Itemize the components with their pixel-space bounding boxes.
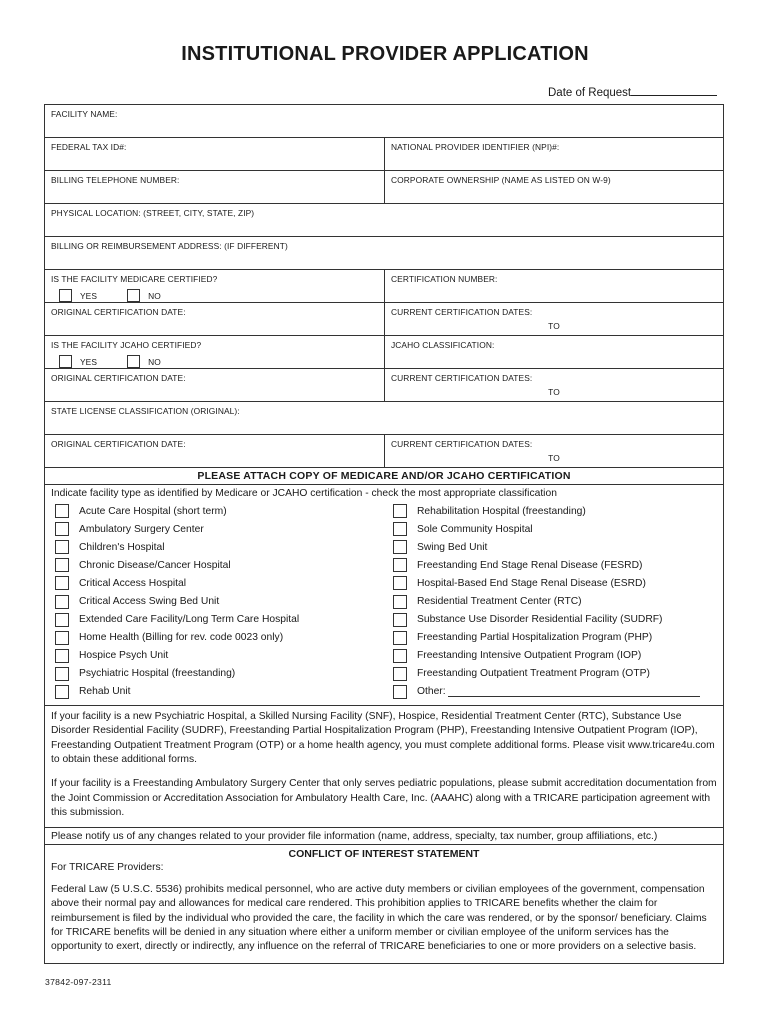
state-current-cert-dates-field[interactable] bbox=[385, 435, 723, 467]
facility-type-option bbox=[51, 611, 384, 629]
tricare-providers-label: For TRICARE Providers: bbox=[51, 862, 164, 874]
row-state-license bbox=[45, 402, 723, 435]
corporate-ownership-field[interactable] bbox=[385, 171, 723, 203]
facility-type-checkbox[interactable] bbox=[393, 558, 407, 572]
billing-phone-label: BILLING TELEPHONE NUMBER: bbox=[51, 175, 180, 185]
facility-type-checkbox[interactable] bbox=[55, 667, 69, 681]
asc-pediatric-paragraph: If your facility is a Freestanding Ambulatory Surgery Center that only serves pediatric populations, please submit accreditation documentation from the Joint Commission or Accreditation Association for Ambulatory Health Care, Inc. (AAAHC) along with a TRICARE participation agreement with this submission. bbox=[51, 778, 717, 818]
npi-label: NATIONAL PROVIDER IDENTIFIER (NPI)#: bbox=[391, 142, 560, 152]
certification-number-field[interactable] bbox=[385, 270, 723, 302]
facility-type-checkbox[interactable] bbox=[55, 504, 69, 518]
facility-type-option-other bbox=[389, 683, 717, 701]
facility-type-section bbox=[45, 485, 723, 706]
row-medicare-dates bbox=[45, 303, 723, 336]
row-physical-location bbox=[45, 204, 723, 237]
date-of-request-label: Date of Request bbox=[548, 87, 632, 99]
medicare-original-cert-date-field[interactable] bbox=[45, 303, 385, 335]
facility-type-label: Freestanding End Stage Renal Disease (FESRD) bbox=[416, 559, 643, 571]
attach-certification-banner: PLEASE ATTACH COPY OF MEDICARE AND/OR JCAHO CERTIFICATION bbox=[45, 468, 723, 485]
row-phone-ownership bbox=[45, 171, 723, 204]
facility-type-checkbox[interactable] bbox=[393, 522, 407, 536]
row-medicare bbox=[45, 270, 723, 303]
billing-address-label: BILLING OR REIMBURSEMENT ADDRESS: (IF DIFFERENT) bbox=[51, 241, 288, 251]
facility-type-label: Hospital-Based End Stage Renal Disease (ESRD) bbox=[416, 577, 646, 589]
row-state-dates bbox=[45, 435, 723, 468]
to-label: TO bbox=[548, 321, 560, 331]
facility-type-checkbox[interactable] bbox=[55, 649, 69, 663]
corporate-ownership-label: CORPORATE OWNERSHIP (NAME AS LISTED ON W-9) bbox=[391, 175, 611, 185]
facility-type-checkbox[interactable] bbox=[55, 522, 69, 536]
federal-tax-id-label: FEDERAL TAX ID#: bbox=[51, 142, 127, 152]
conflict-of-interest-section bbox=[45, 845, 723, 962]
to-label: TO bbox=[548, 453, 560, 463]
medicare-yes-no bbox=[51, 289, 378, 302]
facility-name-label: FACILITY NAME: bbox=[51, 109, 118, 119]
row-tax-npi bbox=[45, 138, 723, 171]
facility-type-label: Sole Community Hospital bbox=[416, 523, 533, 535]
facility-type-option bbox=[389, 665, 717, 683]
other-text-field[interactable] bbox=[448, 687, 700, 697]
facility-type-label: Home Health (Billing for rev. code 0023 only) bbox=[79, 632, 284, 644]
medicare-current-cert-dates-field[interactable] bbox=[385, 303, 723, 335]
notify-changes-text: Please notify us of any changes related to your provider file information (name, address, specialty, tax number, group affiliations, etc.) bbox=[45, 828, 723, 845]
facility-type-left-column bbox=[51, 502, 384, 701]
original-cert-date-label: ORIGINAL CERTIFICATION DATE: bbox=[51, 307, 186, 317]
facility-type-label: Ambulatory Surgery Center bbox=[79, 523, 204, 535]
facility-type-option bbox=[389, 647, 717, 665]
medicare-certified-label: IS THE FACILITY MEDICARE CERTIFIED? bbox=[51, 274, 218, 284]
page-title: INSTITUTIONAL PROVIDER APPLICATION bbox=[181, 43, 589, 65]
application-form bbox=[44, 104, 724, 964]
state-license-label: STATE LICENSE CLASSIFICATION (ORIGINAL): bbox=[51, 406, 240, 416]
facility-type-option bbox=[51, 502, 384, 520]
conflict-of-interest-text: Federal Law (5 U.S.C. 5536) prohibits medical personnel, who are active duty members or civilian employees of the government, compensation above their normal pay and allowances for medical care rendered. This prohibition applies to TRICARE benefits whether the claim for reimbursement is filed by the individual who provided the care, the facility in which the care was rendered, or by the sponsor/ beneficiary. Claims for TRICARE benefits will be denied in any situation where either a uniform member or civilian employee of the uniform services has the opportunity to exert, directly or indirectly, any influence on the referral of TRICARE beneficiaries to one or more providers on a selective basis. bbox=[51, 884, 707, 953]
facility-type-checkbox[interactable] bbox=[55, 685, 69, 699]
facility-type-label: Psychiatric Hospital (freestanding) bbox=[79, 668, 236, 680]
current-cert-dates-label: CURRENT CERTIFICATION DATES: bbox=[391, 373, 533, 383]
facility-type-option bbox=[389, 611, 717, 629]
facility-type-label: Critical Access Swing Bed Unit bbox=[79, 596, 220, 608]
jcaho-classification-field[interactable] bbox=[385, 336, 723, 368]
certification-number-label: CERTIFICATION NUMBER: bbox=[391, 274, 498, 284]
facility-type-option bbox=[51, 665, 384, 683]
facility-type-option bbox=[51, 556, 384, 574]
facility-type-checkbox[interactable] bbox=[393, 540, 407, 554]
facility-type-checkbox[interactable] bbox=[55, 576, 69, 590]
facility-type-label: Children's Hospital bbox=[79, 541, 165, 553]
physical-location-label: PHYSICAL LOCATION: (STREET, CITY, STATE, ZIP) bbox=[51, 208, 255, 218]
facility-type-checkbox[interactable] bbox=[393, 649, 407, 663]
facility-type-checkbox[interactable] bbox=[55, 631, 69, 645]
psych-facility-paragraph: If your facility is a new Psychiatric Hospital, a Skilled Nursing Facility (SNF), Hospice, Residential Treatment Center (RTC), Substance Use Disorder Residential Facility (SUDRF), Freestanding Partial Hospitalization Program (PHP), Freestanding Intensive Outpatient Program (IOP), Freestanding Outpatient Treatment Program (OTP) or a home health agency, you must complete additional forms. Please visit www.tricare4u.com to obtain these additional forms. bbox=[51, 711, 715, 765]
medicare-yes-checkbox[interactable] bbox=[59, 289, 72, 302]
facility-type-checkbox[interactable] bbox=[393, 576, 407, 590]
facility-type-checkbox[interactable] bbox=[393, 595, 407, 609]
facility-type-checkbox[interactable] bbox=[55, 613, 69, 627]
facility-type-option bbox=[51, 683, 384, 701]
facility-type-option bbox=[389, 556, 717, 574]
facility-type-option bbox=[389, 629, 717, 647]
facility-type-other-checkbox[interactable] bbox=[393, 685, 407, 699]
facility-type-label: Critical Access Hospital bbox=[79, 577, 187, 589]
billing-phone-field[interactable] bbox=[45, 171, 385, 203]
facility-type-option bbox=[389, 574, 717, 592]
npi-field[interactable] bbox=[385, 138, 723, 170]
facility-type-option bbox=[51, 574, 384, 592]
facility-type-option bbox=[51, 592, 384, 610]
facility-type-checkbox[interactable] bbox=[393, 631, 407, 645]
medicare-no-label: NO bbox=[148, 290, 161, 301]
facility-type-option bbox=[389, 592, 717, 610]
medicare-certified-field bbox=[45, 270, 385, 302]
jcaho-current-cert-dates-field[interactable] bbox=[385, 369, 723, 401]
facility-type-checkbox[interactable] bbox=[393, 504, 407, 518]
facility-type-label: Rehabilitation Hospital (freestanding) bbox=[416, 505, 586, 517]
facility-type-checkbox[interactable] bbox=[55, 540, 69, 554]
facility-type-label: Freestanding Outpatient Treatment Program (OTP) bbox=[416, 668, 650, 680]
facility-type-option bbox=[389, 502, 717, 520]
form-number: 37842-097-2311 bbox=[45, 977, 112, 987]
facility-type-checkbox[interactable] bbox=[55, 595, 69, 609]
to-label: TO bbox=[548, 387, 560, 397]
facility-type-option bbox=[389, 520, 717, 538]
facility-type-option bbox=[51, 629, 384, 647]
state-original-cert-date-field[interactable] bbox=[45, 435, 385, 467]
jcaho-classification-label: JCAHO CLASSIFICATION: bbox=[391, 340, 495, 350]
facility-type-option bbox=[51, 520, 384, 538]
facility-type-label: Hospice Psych Unit bbox=[79, 650, 169, 662]
other-label: Other: bbox=[416, 686, 446, 698]
row-billing-address bbox=[45, 237, 723, 270]
row-facility-name bbox=[45, 105, 723, 138]
facility-type-option bbox=[389, 538, 717, 556]
jcaho-yes-label: YES bbox=[80, 356, 98, 367]
facility-type-label: Chronic Disease/Cancer Hospital bbox=[79, 559, 231, 571]
facility-type-checkbox[interactable] bbox=[55, 558, 69, 572]
row-jcaho-dates bbox=[45, 369, 723, 402]
original-cert-date-label: ORIGINAL CERTIFICATION DATE: bbox=[51, 373, 186, 383]
facility-type-label: Residential Treatment Center (RTC) bbox=[416, 596, 582, 608]
facility-type-option bbox=[51, 538, 384, 556]
current-cert-dates-label: CURRENT CERTIFICATION DATES: bbox=[391, 439, 533, 449]
medicare-no-checkbox[interactable] bbox=[127, 289, 140, 302]
facility-type-label: Freestanding Partial Hospitalization Program (PHP) bbox=[416, 632, 653, 644]
facility-type-label: Acute Care Hospital (short term) bbox=[79, 505, 227, 517]
billing-address-field[interactable] bbox=[45, 237, 723, 269]
medicare-yes-label: YES bbox=[80, 290, 98, 301]
additional-forms-section bbox=[45, 706, 723, 828]
jcaho-no-checkbox[interactable] bbox=[127, 355, 140, 368]
facility-type-checkbox[interactable] bbox=[393, 613, 407, 627]
date-of-request-field[interactable] bbox=[631, 85, 717, 96]
row-jcaho bbox=[45, 336, 723, 369]
facility-type-label: Freestanding Intensive Outpatient Program (IOP) bbox=[416, 650, 642, 662]
facility-type-label: Extended Care Facility/Long Term Care Hospital bbox=[79, 614, 300, 626]
facility-type-label: Rehab Unit bbox=[79, 686, 131, 698]
conflict-of-interest-heading: CONFLICT OF INTEREST STATEMENT bbox=[288, 848, 480, 861]
original-cert-date-label: ORIGINAL CERTIFICATION DATE: bbox=[51, 439, 186, 449]
state-license-field[interactable] bbox=[45, 402, 723, 434]
jcaho-certified-field bbox=[45, 336, 385, 368]
facility-type-right-column bbox=[384, 502, 717, 701]
jcaho-yes-no bbox=[51, 355, 378, 368]
jcaho-original-cert-date-field[interactable] bbox=[45, 369, 385, 401]
jcaho-no-label: NO bbox=[148, 356, 161, 367]
federal-tax-id-field[interactable] bbox=[45, 138, 385, 170]
facility-type-checkbox[interactable] bbox=[393, 667, 407, 681]
facility-type-intro: Indicate facility type as identified by Medicare or JCAHO certification - check the most appropriate classification bbox=[51, 488, 557, 499]
facility-type-option bbox=[51, 647, 384, 665]
jcaho-certified-label: IS THE FACILITY JCAHO CERTIFIED? bbox=[51, 340, 202, 350]
facility-name-field[interactable] bbox=[45, 105, 723, 137]
date-of-request bbox=[548, 85, 717, 99]
current-cert-dates-label: CURRENT CERTIFICATION DATES: bbox=[391, 307, 533, 317]
facility-type-label: Swing Bed Unit bbox=[416, 541, 488, 553]
jcaho-yes-checkbox[interactable] bbox=[59, 355, 72, 368]
facility-type-label: Substance Use Disorder Residential Facility (SUDRF) bbox=[416, 614, 663, 626]
physical-location-field[interactable] bbox=[45, 204, 723, 236]
